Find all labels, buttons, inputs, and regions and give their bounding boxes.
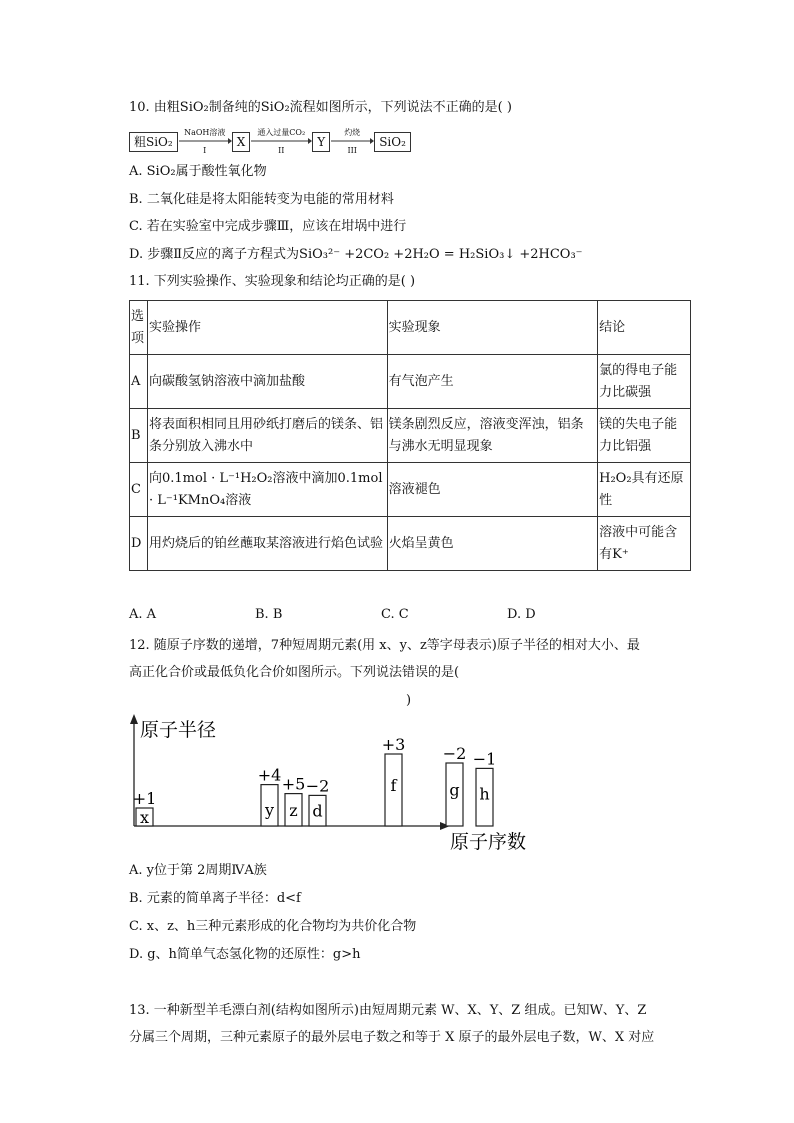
q10-stem: 10. 由粗SiO₂制备纯的SiO₂流程如图所示，下列说法不正确的是( ) [129,100,512,115]
valence-label-y: +4 [257,765,282,785]
header-phenomenon: 实验现象 [387,301,598,355]
bar-label-z: z [289,800,298,820]
cell-operation: 用灼烧后的铂丝蘸取某溶液进行焰色试验 [147,517,387,571]
bar-label-y: y [264,800,275,820]
valence-label-f: +3 [381,735,406,754]
flow-arrow-2-label: 通入过量CO₂ [257,128,306,137]
bar-label-h: h [479,784,490,804]
header-conclusion: 结论 [598,301,691,355]
flow-arrow-1-step: I [203,146,207,155]
cell-phenomenon: 火焰呈黄色 [387,517,598,571]
y-axis-label: 原子半径 [140,719,217,741]
header-operation: 实验操作 [147,301,387,355]
q10-option-a: A. SiO₂属于酸性氧化物 [129,164,267,179]
flow-end: SiO₂ [374,132,411,152]
table-row [130,517,691,571]
atomic-radius-chart [126,712,546,860]
bar-label-g: g [449,780,460,800]
table-row [130,463,691,517]
flow-arrow-3-step: III [347,146,357,155]
q11-option-c: C. C [381,607,409,622]
cell-phenomenon: 溶液褪色 [387,463,598,517]
valence-label-x: +1 [132,789,157,808]
q12-option-c: C. x、z、h三种元素形成的化合物均为共价化合物 [129,919,417,934]
q10-option-c: C. 若在实验室中完成步骤Ⅲ，应该在坩埚中进行 [129,219,407,234]
flow-x: X [232,132,251,152]
q11-stem: 11. 下列实验操作、实验现象和结论均正确的是( ) [129,274,416,289]
table-header-row [130,301,691,355]
valence-label-h: −1 [472,749,497,769]
cell-conclusion: 溶液中可能含有K⁺ [598,517,691,571]
q12-stem-line3: ) [406,693,412,708]
flow-y: Y [312,132,330,152]
cell-option: C [130,463,148,517]
arrow-icon [250,138,312,144]
valence-label-g: −2 [442,744,467,763]
arrow-icon [330,138,374,144]
q12-stem-line2: 高正化合价或最低负化合价如图所示。下列说法错误的是( [129,665,460,680]
y-axis-arrow-icon [130,714,138,724]
q11-option-a: A. A [129,607,157,622]
table-row [130,409,691,463]
q11-table [129,300,691,571]
q11-option-b: B. B [255,607,283,622]
flow-arrow-1-label: NaOH溶液 [184,128,226,137]
flow-arrow-3-label: 灼烧 [344,128,361,137]
arrow-icon [178,138,232,144]
bar-label-f: f [390,776,397,795]
cell-operation: 向碳酸氢钠溶液中滴加盐酸 [147,355,387,409]
flow-arrow-1 [178,128,232,155]
q11-option-d: D. D [507,607,536,622]
cell-conclusion: 镁的失电子能力比铝强 [598,409,691,463]
bar-label-x: x [139,808,150,827]
q12-option-d: D. g、h简单气态氢化物的还原性：g>h [129,947,361,962]
cell-option: A [130,355,148,409]
x-axis-label: 原子序数 [450,831,527,853]
cell-phenomenon: 有气泡产生 [387,355,598,409]
cell-option: D [130,517,148,571]
cell-conclusion: H₂O₂具有还原性 [598,463,691,517]
flow-arrow-2 [250,128,312,155]
cell-phenomenon: 镁条剧烈反应，溶液变浑浊，铝条与沸水无明显现象 [387,409,598,463]
valence-label-z: +5 [281,774,306,794]
q10-flow-diagram [129,128,411,155]
q10-option-d: D. 步骤Ⅱ反应的离子方程式为SiO₃²⁻ +2CO₂ +2H₂O = H₂SiO₃↓ +2HCO₃⁻ [129,247,583,262]
flow-start: 粗SiO₂ [129,132,178,152]
table-row [130,355,691,409]
cell-operation: 将表面积相同且用砂纸打磨后的镁条、铝条分别放入沸水中 [147,409,387,463]
q12-option-a: A. y位于第 2周期ⅣA族 [129,863,267,878]
cell-conclusion: 氯的得电子能力比碳强 [598,355,691,409]
q12-stem-line1: 12. 随原子序数的递增，7种短周期元素(用 x、y、z等字母表示)原子半径的相对大小、最 [129,638,640,653]
q12-option-b: B. 元素的简单离子半径：d<f [129,891,301,906]
q10-option-b: B. 二氧化硅是将太阳能转变为电能的常用材料 [129,192,394,207]
header-option: 选项 [130,301,148,355]
valence-label-d: −2 [305,776,330,796]
cell-operation: 向0.1mol · L⁻¹H₂O₂溶液中滴加0.1mol · L⁻¹KMnO₄溶液 [147,463,387,517]
cell-option: B [130,409,148,463]
flow-arrow-3 [330,128,374,155]
bar-label-d: d [312,801,323,821]
q13-line2: 分属三个周期，三种元素原子的最外层电子数之和等于 X 原子的最外层电子数，W、X 对应 [129,1030,655,1045]
flow-arrow-2-step: II [278,146,285,155]
q13-line1: 13. 一种新型羊毛漂白剂(结构如图所示)由短周期元素 W、X、Y、Z 组成。已知W、Y、Z [129,1003,647,1018]
